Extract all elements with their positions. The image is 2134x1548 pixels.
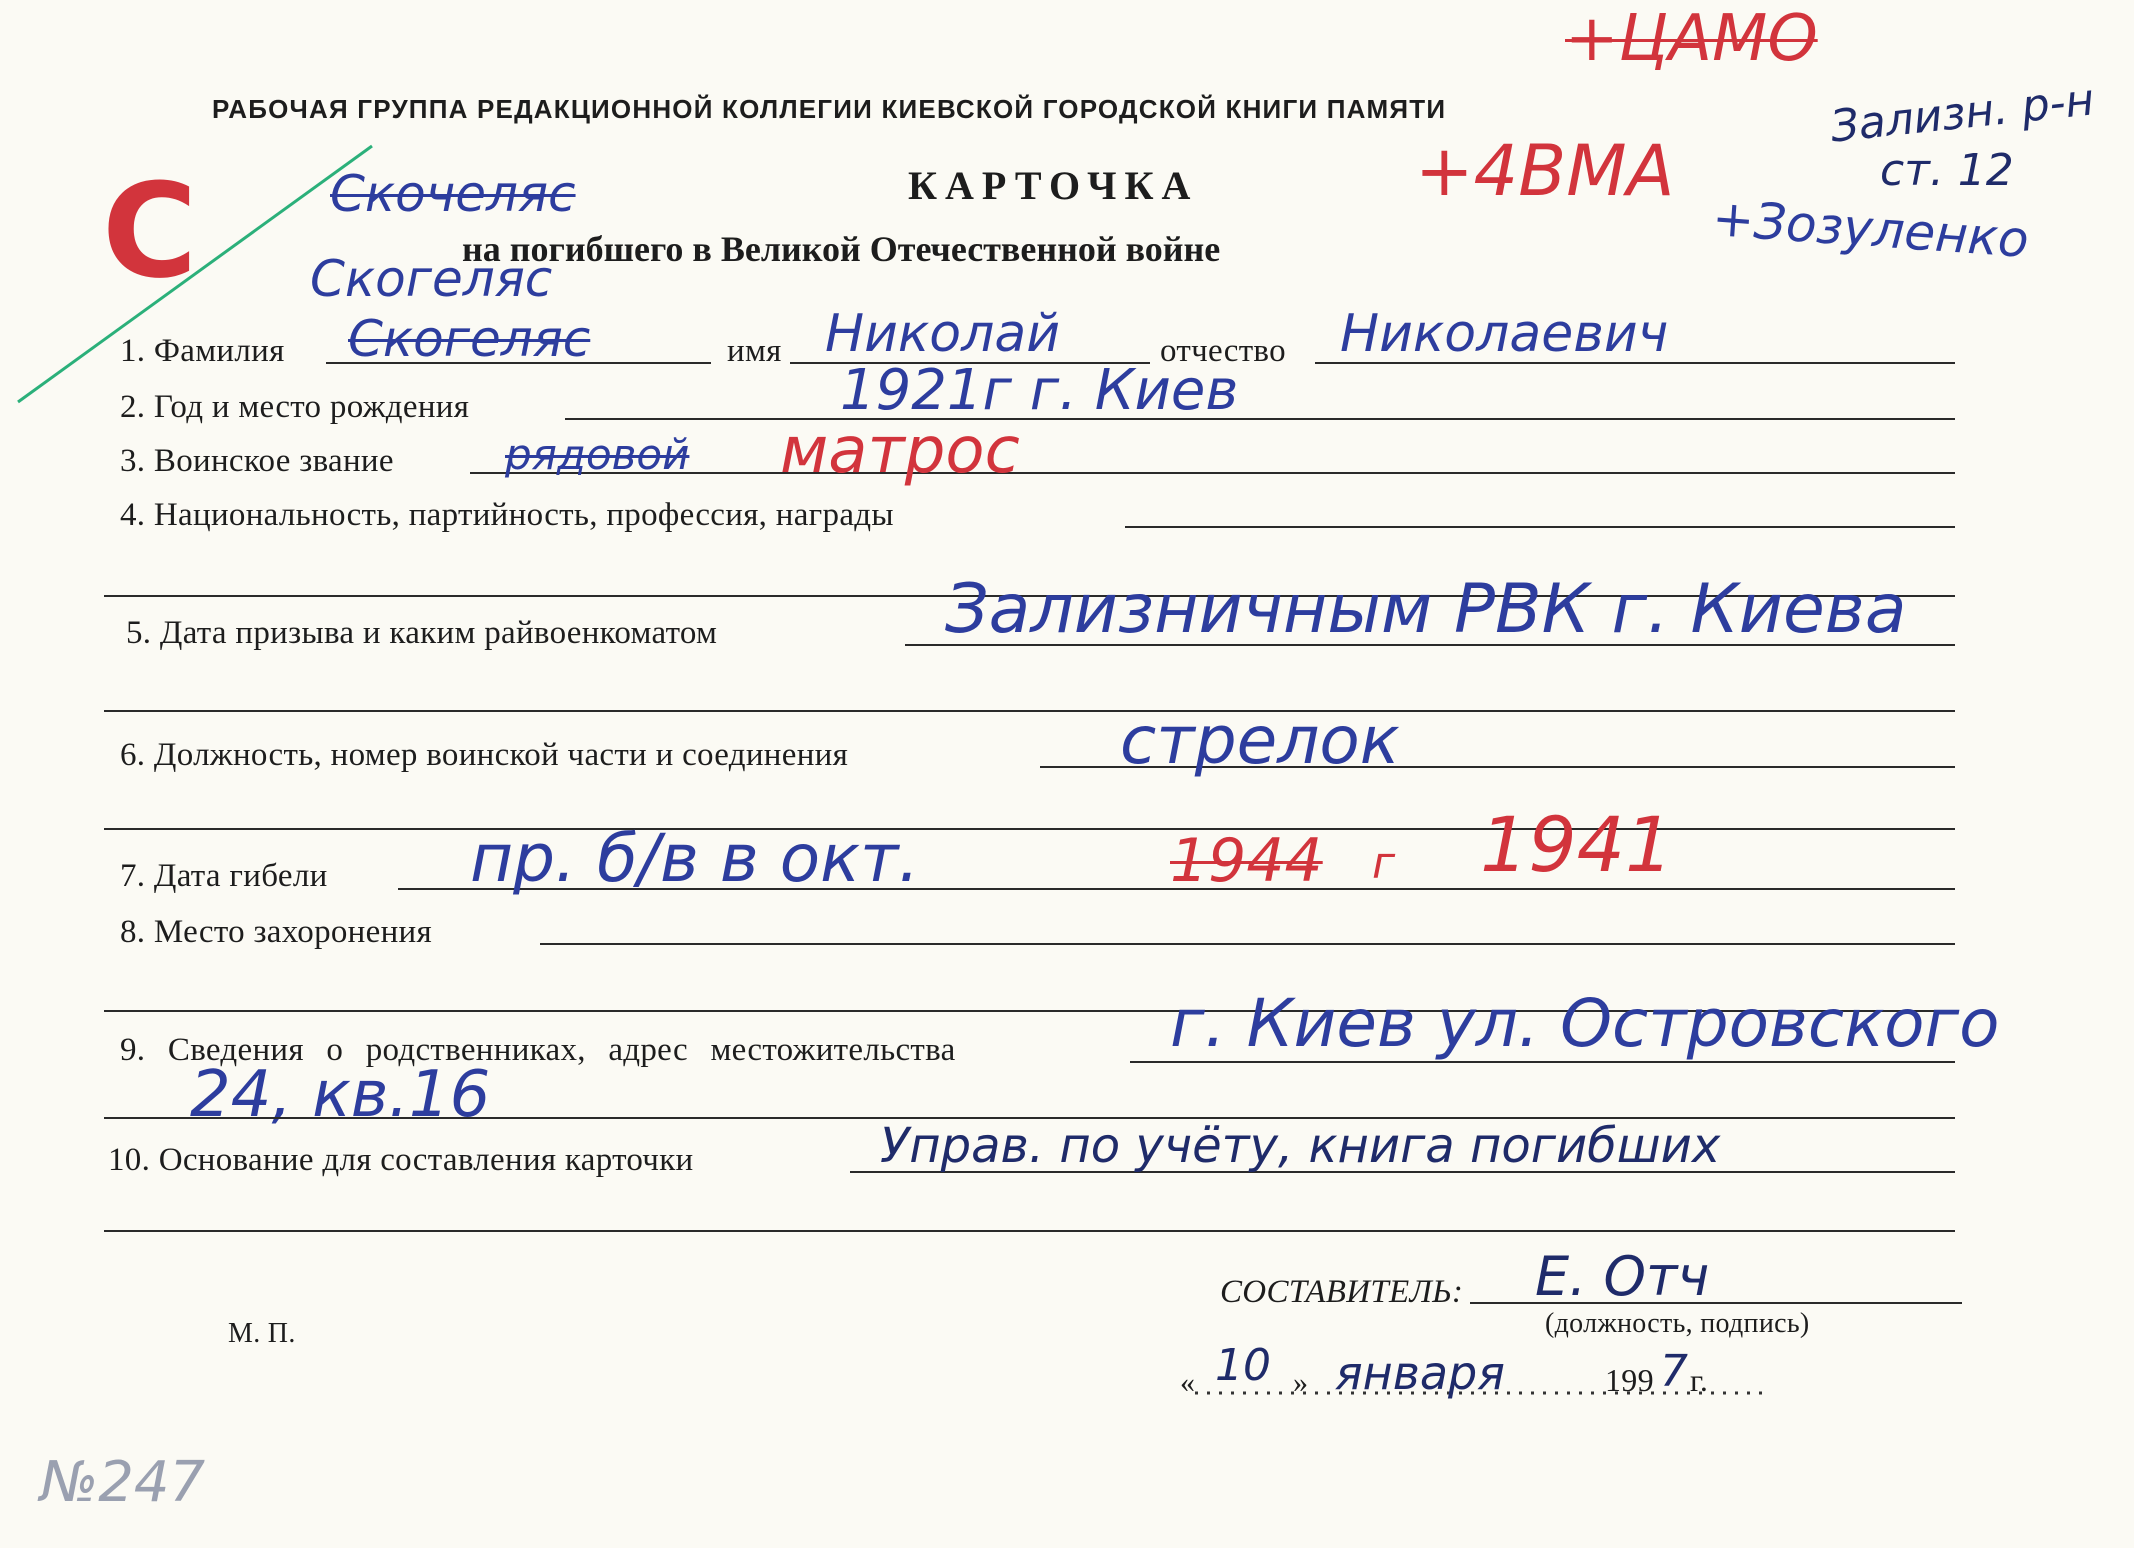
value-death-year: 1941	[1480, 800, 1674, 889]
label-position: 6. Должность, номер воинской части и соединения	[120, 737, 849, 773]
line-birth	[565, 418, 1955, 420]
note-camo-struck: +ЦАМО	[1565, 2, 1818, 76]
value-patronymic: Николаевич	[1340, 304, 1669, 364]
compiler-signature: Е. Отч	[1535, 1245, 1710, 1308]
label-death-date: 7. Дата гибели	[120, 858, 328, 894]
note-4vma: +4ВМА	[1415, 130, 1675, 212]
line-rank	[470, 472, 1955, 474]
value-position: стрелок	[1120, 702, 1400, 779]
date-month: января	[1335, 1346, 1505, 1400]
label-basis: 10. Основание для составления карточки	[108, 1142, 694, 1178]
note-page: ст. 12	[1880, 145, 2014, 196]
value-rank: матрос	[780, 414, 1020, 488]
value-relatives-2: 24, кв.16	[190, 1058, 491, 1132]
label-relatives: 9. Сведения о родственниках, адрес местожительства	[120, 1032, 956, 1068]
line-position-2	[104, 828, 1955, 830]
value-death-g: г	[1372, 838, 1396, 889]
date-open-quote: «	[1180, 1366, 1196, 1399]
value-death-date: пр. б/в в окт.	[470, 820, 920, 897]
value-draft: Зализничным РВК г. Киева	[945, 570, 1907, 649]
label-name: имя	[727, 333, 782, 369]
value-name: Николай	[825, 304, 1061, 364]
category-letter: С	[102, 155, 198, 307]
label-draft: 5. Дата призыва и каким райвоенкоматом	[126, 615, 718, 651]
value-relatives: г. Киев ул. Островского	[1170, 985, 2000, 1062]
label-position-sign: (должность, подпись)	[1545, 1308, 1810, 1339]
label-nationality: 4. Национальность, партийность, профессия, награды	[120, 497, 894, 533]
note-district: Зализн. р-н	[1828, 74, 2097, 153]
label-birth: 2. Год и место рождения	[120, 389, 470, 425]
surname-struck-top: Скочеляс	[330, 165, 576, 223]
organization-header: РАБОЧАЯ ГРУППА РЕДАКЦИОННОЙ КОЛЛЕГИИ КИЕВСКОЙ ГОРОДСКОЙ КНИГИ ПАМЯТИ	[212, 94, 1447, 124]
label-patronymic: отчество	[1160, 333, 1286, 369]
value-death-year-struck: 1944	[1170, 826, 1323, 896]
date-close-quote: »	[1293, 1366, 1309, 1399]
value-surname: Скогеляс	[348, 310, 591, 368]
surname-correction: Скогеляс	[310, 250, 553, 308]
line-draft-2	[104, 710, 1955, 712]
line-burial	[540, 943, 1955, 945]
year-prefix: 199	[1605, 1362, 1654, 1398]
label-seal-place: М. П.	[228, 1318, 296, 1349]
label-surname: 1. Фамилия	[120, 333, 285, 369]
year-suffix: г.	[1690, 1362, 1709, 1398]
date-day: 10	[1215, 1340, 1271, 1391]
label-burial: 8. Место захоронения	[120, 914, 432, 950]
card-subtitle: на погибшего в Великой Отечественной войне	[462, 229, 1221, 269]
note-zozulenko: +Зозуленко	[1710, 189, 2031, 269]
value-rank-struck: рядовой	[505, 430, 690, 479]
line-nationality	[1125, 526, 1955, 528]
label-compiler: СОСТАВИТЕЛЬ:	[1220, 1274, 1464, 1310]
year-digit: 7	[1660, 1346, 1688, 1397]
card-title: КАРТОЧКА	[908, 163, 1199, 208]
label-rank: 3. Воинское звание	[120, 443, 394, 479]
line-basis-2	[104, 1230, 1955, 1232]
archive-number: №247	[40, 1450, 206, 1515]
value-birth: 1921г г. Киев	[840, 358, 1239, 423]
value-basis: Управ. по учёту, книга погибших	[880, 1118, 1721, 1174]
